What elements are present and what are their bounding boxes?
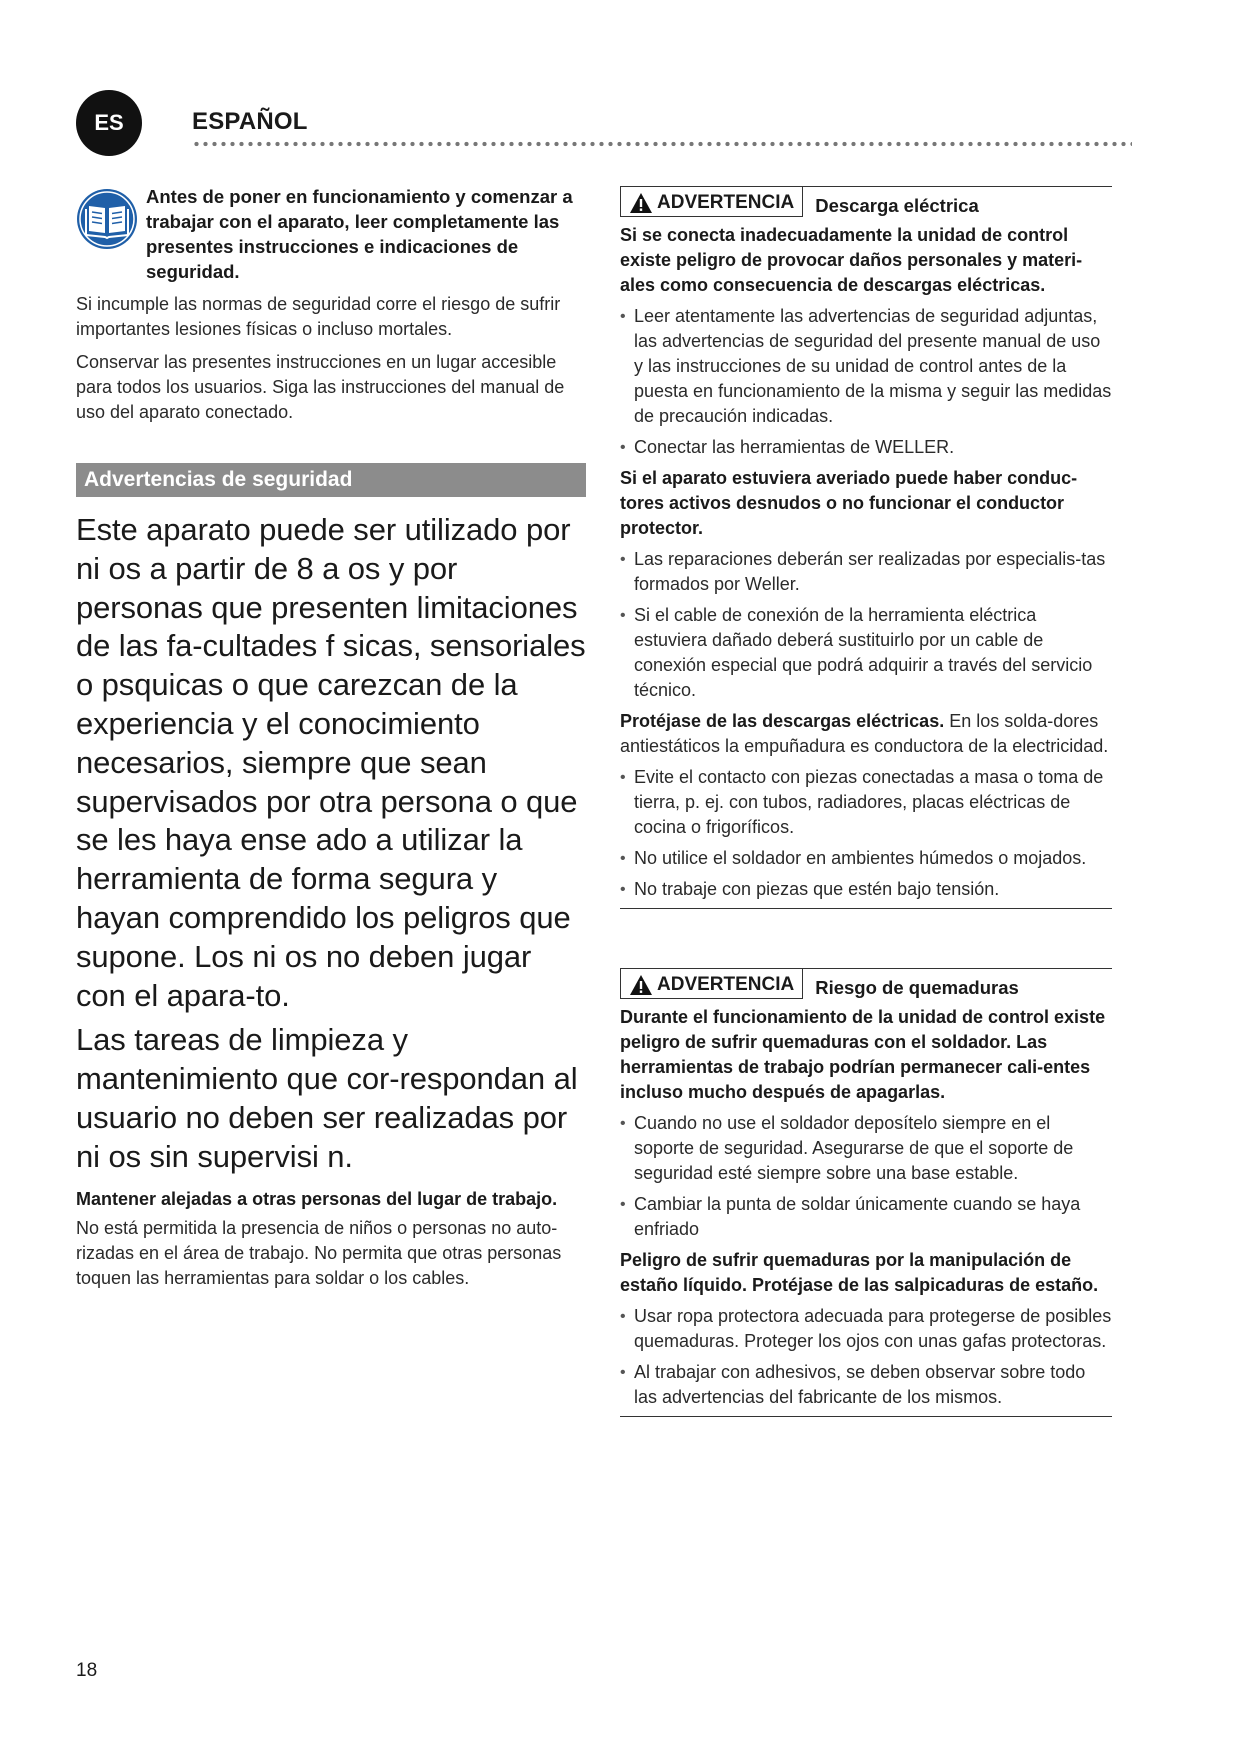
bullet-list-1 (620, 1111, 1112, 1242)
page-title: ESPAÑOL (192, 108, 308, 135)
intro-block (76, 184, 586, 284)
safety-paragraph: No está permitida la presencia de niños o personas no auto-rizadas en el área de trabajo. No permita que otras personas toquen las herramientas para soldar o los cables. (76, 1217, 562, 1288)
list-item: • No utilice el soldador en ambientes húmedos o mojados. (620, 846, 1112, 871)
warning-bold-1: Durante el funcionamiento de la unidad de control existe peligro de sufrir quemaduras con el soldador. Las herramientas de trabajo podrían permanecer cali-entes incluso mucho después de apagarlas. (620, 1007, 1106, 1102)
warning-label-text: ADVERTENCIA (657, 191, 795, 213)
warning-header (620, 186, 1112, 217)
warning-mixed-paragraph (620, 709, 1112, 759)
warning-topic: Descarga eléctrica (815, 195, 979, 216)
warning-label (620, 969, 803, 999)
intro-paragraph-2: Conservar las presentes instrucciones en un lugar accesible para todos los usuarios. Siga las instrucciones del manual de uso del aparato conectado. (76, 352, 565, 422)
warning-bold-2: Si el aparato estuviera averiado puede haber conduc-tores activos desnudos o no funcionar el conductor protector. (620, 468, 1078, 538)
safety-large-paragraph-2: Las tareas de limpieza y mantenimiento que cor-respondan al usuario no deben ser realizadas por ni os sin supervisi n. (76, 1022, 578, 1174)
intro-paragraph-1: Si incumple las normas de seguridad corre el riesgo de sufrir importantes lesiones físicas o incluso mortales. (76, 294, 561, 339)
bullet-list-3 (620, 765, 1112, 902)
list-item: • Si el cable de conexión de la herramienta eléctrica estuviera dañado deberá sustituirlo por un cable de conexión especial que podrá adquirir a través del servicio técnico. (620, 603, 1112, 703)
list-item: • Las reparaciones deberán ser realizadas por especialis-tas formados por Weller. (620, 547, 1112, 597)
warning-electric-shock (620, 186, 1112, 909)
warning-bold-2: Peligro de sufrir quemaduras por la manipulación de estaño líquido. Protéjase de las salpicaduras de estaño. (620, 1250, 1099, 1295)
dotted-divider (192, 140, 1132, 148)
read-manual-icon (76, 188, 138, 250)
section-heading: Advertencias de seguridad (76, 463, 586, 497)
list-item: • Cambiar la punta de soldar únicamente cuando se haya enfriado (620, 1192, 1112, 1242)
list-item: • Leer atentamente las advertencias de seguridad adjuntas, las advertencias de seguridad del presente manual de uso y las instrucciones de su unidad de control antes de la puesta en funcionamiento de la misma y seguir las medidas de precaución indicadas. (620, 304, 1112, 429)
warning-label-text: ADVERTENCIA (657, 973, 795, 995)
warning-bold-1: Si se conecta inadecuadamente la unidad de control existe peligro de provocar daños personales y materi-ales como consecuencia de descargas eléctricas. (620, 225, 1083, 295)
warning-topic: Riesgo de quemaduras (815, 977, 1019, 998)
safety-large-paragraph-1: Este aparato puede ser utilizado por ni os a partir de 8 a os y por personas que presenten limitaciones de las fa-cultades f sicas, sensoriales o psquicas o que carezcan de la experiencia y el conocimiento necesarios, siempre que sean supervisados por otra persona o que se les haya ense ado a utilizar la herramienta de forma segura y hayan comprendido los peligros que supone. Los ni os no deben jugar con el apara-to. (76, 512, 586, 1013)
list-item: • Cuando no use el soldador deposítelo siempre en el soporte de seguridad. Asegurarse de que el soporte de seguridad esté siempre sobre una base estable. (620, 1111, 1112, 1186)
intro-warning-text: Antes de poner en funcionamiento y comenzar a trabajar con el aparato, leer completamente las presentes instrucciones e indicaciones de seguridad. (146, 186, 573, 282)
list-item: • Usar ropa protectora adecuada para protegerse de posibles quemaduras. Proteger los ojos con unas gafas protectoras. (620, 1304, 1112, 1354)
language-badge: ES (76, 90, 142, 156)
page-number: 18 (76, 1660, 98, 1681)
warning-triangle-icon (629, 192, 653, 214)
list-item: • Evite el contacto con piezas conectadas a masa o toma de tierra, p. ej. con tubos, radiadores, placas eléctricas de cocina o frigoríficos. (620, 765, 1112, 840)
mixed-text: En los solda-dores antiestáticos la empuñadura es conductora de la electricidad. (620, 711, 1109, 756)
mixed-bold-lead: Protéjase de las descargas eléctricas. (620, 711, 945, 731)
list-item: • Conectar las herramientas de WELLER. (620, 435, 1112, 460)
safety-bold-note: Mantener alejadas a otras personas del lugar de trabajo. (76, 1188, 558, 1209)
bullet-list-1 (620, 304, 1112, 460)
warning-header (620, 968, 1112, 999)
warning-burn-risk (620, 968, 1112, 1417)
bullet-list-2 (620, 1304, 1112, 1410)
section-end-rule (620, 1416, 1112, 1417)
warning-triangle-icon (629, 974, 653, 996)
list-item: • Al trabajar con adhesivos, se deben observar sobre todo las advertencias del fabricante de los mismos. (620, 1360, 1112, 1410)
bullet-list-2 (620, 547, 1112, 703)
left-column (76, 184, 586, 1291)
list-item: • No trabaje con piezas que estén bajo tensión. (620, 877, 1112, 902)
warning-label (620, 187, 803, 217)
section-end-rule (620, 908, 1112, 909)
